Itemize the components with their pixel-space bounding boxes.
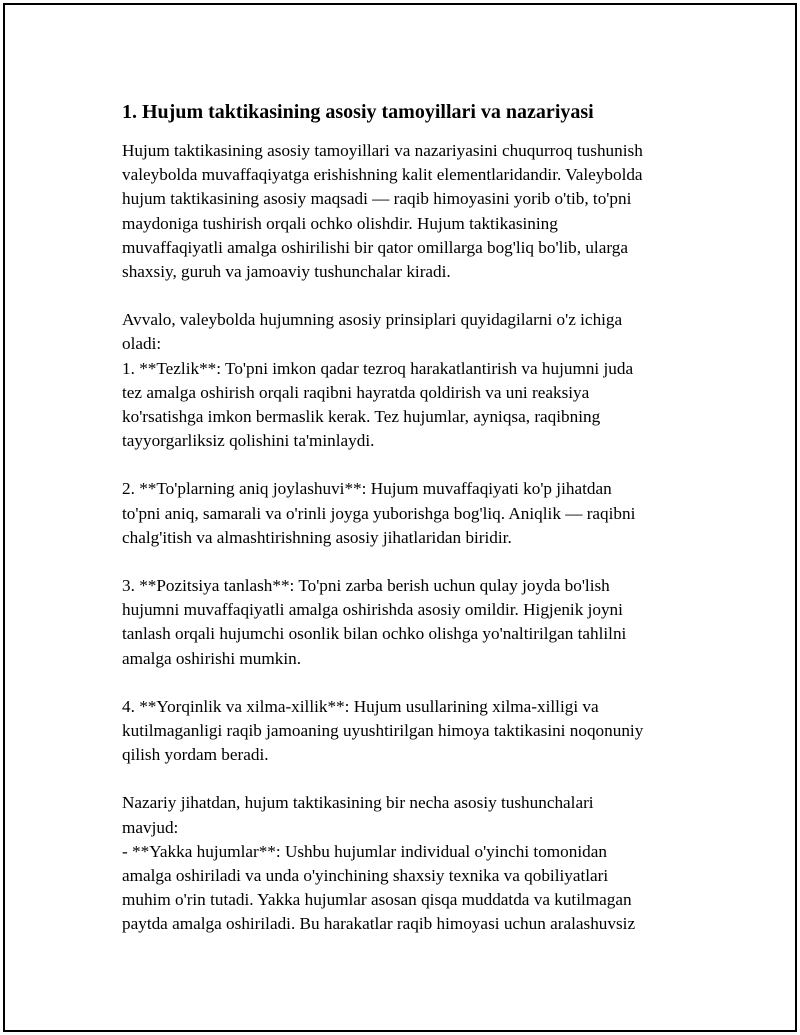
text-line: Avvalo, valeybolda hujumning asosiy prinsiplari quyidagilarni o'z ichiga [122, 310, 623, 330]
paragraph [122, 308, 702, 453]
text-line: 3. **Pozitsiya tanlash**: To'pni zarba berish uchun qulay joyda bo'lish [122, 576, 610, 596]
page-frame [3, 3, 797, 1032]
paragraph [122, 574, 702, 671]
text-line: to'pni aniq, samarali va o'rinli joyga yuborishga bog'liq. Aniqlik — raqibni [122, 503, 636, 523]
text-line: muvaffaqiyatli amalga oshirilishi bir qator omillarga bog'liq bo'lib, ularga [122, 237, 628, 257]
text-line: 2. **To'plarning aniq joylashuvi**: Hujum muvaffaqiyati ko'p jihatdan [122, 479, 612, 499]
paragraph [122, 695, 702, 768]
paragraph [122, 791, 702, 936]
text-line: - **Yakka hujumlar**: Ushbu hujumlar individual o'yinchi tomonidan [122, 841, 607, 861]
text-line: shaxsiy, guruh va jamoaviy tushunchalar kiradi. [122, 262, 451, 282]
document-body [122, 99, 702, 961]
text-line: tayyorgarliksiz qolishini ta'minlaydi. [122, 431, 375, 451]
text-line: tanlash orqali hujumchi osonlik bilan ochko olishga yo'naltirilgan tahlilni [122, 624, 627, 644]
text-line: amalga oshirishi mumkin. [122, 648, 302, 668]
section-heading: 1. Hujum taktikasining asosiy tamoyillari va nazariyasi [122, 101, 594, 123]
paragraph [122, 139, 702, 284]
text-line: Hujum taktikasining asosiy tamoyillari va nazariyasini chuqurroq tushunish [122, 141, 643, 160]
text-line: muhim o'rin tutadi. Yakka hujumlar asosan qisqa muddatda va kutilmagan [122, 890, 632, 910]
text-line: amalga oshiriladi va unda o'yinchining shaxsiy texnika va qobiliyatlari [122, 866, 609, 886]
text-line: tez amalga oshirish orqali raqibni hayratda qoldirish va uni reaksiya [122, 382, 590, 402]
text-line: ko'rsatishga imkon bermaslik kerak. Tez hujumlar, ayniqsa, raqibning [122, 407, 601, 427]
text-line: valeybolda muvaffaqiyatga erishishning kalit elementlaridandir. Valeybolda [122, 165, 643, 185]
text-line: oladi: [122, 334, 162, 354]
paragraph [122, 477, 702, 550]
text-line: chalg'itish va almashtirishning asosiy jihatlaridan biridir. [122, 527, 512, 547]
text-line: hujum taktikasining asosiy maqsadi — raqib himoyasini yorib o'tib, to'pni [122, 189, 632, 209]
text-line: mavjud: [122, 817, 179, 837]
text-line: hujumni muvaffaqiyatli amalga oshirishda asosiy omildir. Higjenik joyni [122, 600, 623, 620]
text-line: paytda amalga oshiriladi. Bu harakatlar raqib himoyasi uchun aralashuvsiz [122, 914, 636, 934]
text-line: 1. **Tezlik**: To'pni imkon qadar tezroq harakatlantirish va hujumni juda [122, 358, 634, 378]
text-line: qilish yordam beradi. [122, 745, 269, 765]
text-line: kutilmaganligi raqib jamoaning uyushtirilgan himoya taktikasini noqonuniy [122, 721, 644, 741]
text-line: Nazariy jihatdan, hujum taktikasining bir necha asosiy tushunchalari [122, 793, 594, 813]
text-line: 4. **Yorqinlik va xilma-xillik**: Hujum usullarining xilma-xilligi va [122, 696, 599, 716]
text-line: maydoniga tushirish orqali ochko olishdir. Hujum taktikasining [122, 213, 558, 233]
